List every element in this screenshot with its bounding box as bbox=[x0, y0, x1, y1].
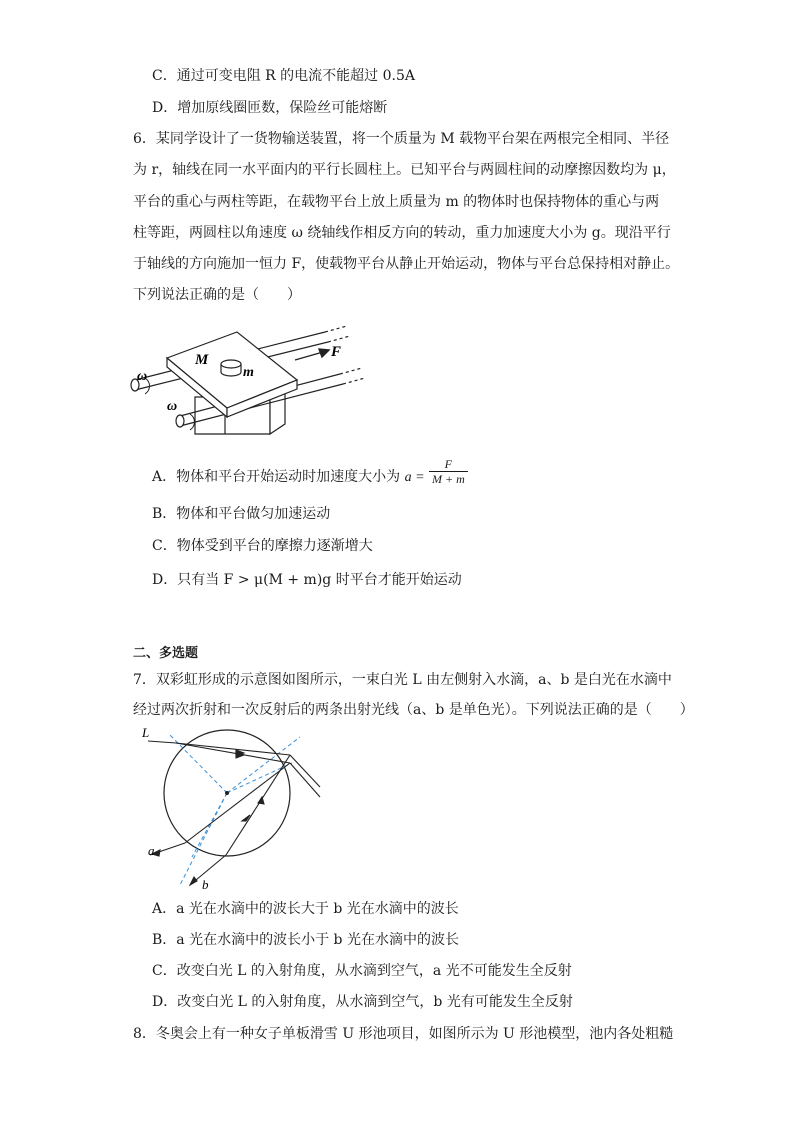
label-omega-1: ω bbox=[137, 369, 148, 384]
label-a: a bbox=[148, 843, 155, 858]
label-F: F bbox=[331, 344, 342, 360]
q7-option-d: D．改变白光 L 的入射角度，从水滴到空气，b 光有可能发生全反射 bbox=[152, 994, 573, 1010]
force-arrow bbox=[295, 349, 329, 360]
section-heading: 二、多选题 bbox=[133, 646, 199, 661]
label-b: b bbox=[202, 877, 209, 892]
q8-line-1: 8．冬奥会上有一种女子单板滑雪 U 形池项目，如图所示为 U 形池模型，池内各处粗糙 bbox=[133, 1026, 674, 1042]
q6-line-1: 6．某同学设计了一货物输送装置，将一个质量为 M 载物平台架在两根完全相同、半径 bbox=[133, 131, 670, 147]
q6-line-2: 为 r，轴线在同一水平面内的平行长圆柱上。已知平台与两圆柱间的动摩擦因数均为 μ， bbox=[133, 162, 676, 178]
center-dot bbox=[225, 791, 229, 795]
normals bbox=[168, 733, 300, 885]
q6-option-a-lhs: a = bbox=[404, 470, 425, 485]
q7-raindrop-figure bbox=[140, 725, 340, 895]
q6-line-3: 平台的重心与两柱等距，在载物平台上放上质量为 m 的物体时也保持物体的重心与两 bbox=[133, 194, 660, 210]
q7-line-2: 经过两次折射和一次反射后的两条出射光线（a、b 是单色光）。下列说法正确的是（ ） bbox=[133, 702, 694, 718]
light-rays bbox=[148, 741, 320, 885]
q7-option-a: A．a 光在水滴中的波长大于 b 光在水滴中的波长 bbox=[152, 901, 459, 917]
q7-option-b: B．a 光在水滴中的波长小于 b 光在水滴中的波长 bbox=[152, 932, 459, 948]
q6-platform-figure bbox=[125, 322, 375, 447]
fraction-numerator: F bbox=[429, 457, 468, 472]
q6-option-b: B．物体和平台做匀加速运动 bbox=[152, 506, 331, 522]
label-m: m bbox=[243, 365, 254, 380]
q6-option-a-fraction bbox=[429, 457, 468, 486]
prev-option-c: C．通过可变电阻 R 的电流不能超过 0.5A bbox=[152, 68, 415, 84]
label-L: L bbox=[142, 725, 150, 740]
q6-line-4: 柱等距，两圆柱以角速度 ω 绕轴线作相反方向的转动，重力加速度大小为 g。现沿平行 bbox=[133, 225, 671, 241]
label-M: M bbox=[195, 352, 209, 368]
q6-option-c: C．物体受到平台的摩擦力逐渐增大 bbox=[152, 538, 373, 554]
q6-line-5: 于轴线的方向施加一恒力 F，使载物平台从静止开始运动，物体与平台总保持相对静止。 bbox=[133, 256, 680, 272]
fraction-denominator: M + m bbox=[431, 471, 465, 486]
object-m bbox=[221, 360, 241, 376]
q7-option-c: C．改变白光 L 的入射角度，从水滴到空气，a 光不可能发生全反射 bbox=[152, 963, 572, 979]
prev-option-d: D．增加原线圈匝数，保险丝可能熔断 bbox=[152, 100, 388, 116]
q6-option-d: D．只有当 F > μ(M + m)g 时平台才能开始运动 bbox=[152, 572, 462, 588]
q6-line-6: 下列说法正确的是（ ） bbox=[133, 287, 301, 303]
q7-line-1: 7．双彩虹形成的示意图如图所示，一束白光 L 由左侧射入水滴，a、b 是白光在水滴中 bbox=[133, 672, 672, 688]
q6-option-a bbox=[152, 456, 468, 488]
label-omega-2: ω bbox=[167, 399, 178, 414]
q6-option-a-text: A．物体和平台开始运动时加速度大小为 bbox=[152, 469, 401, 485]
